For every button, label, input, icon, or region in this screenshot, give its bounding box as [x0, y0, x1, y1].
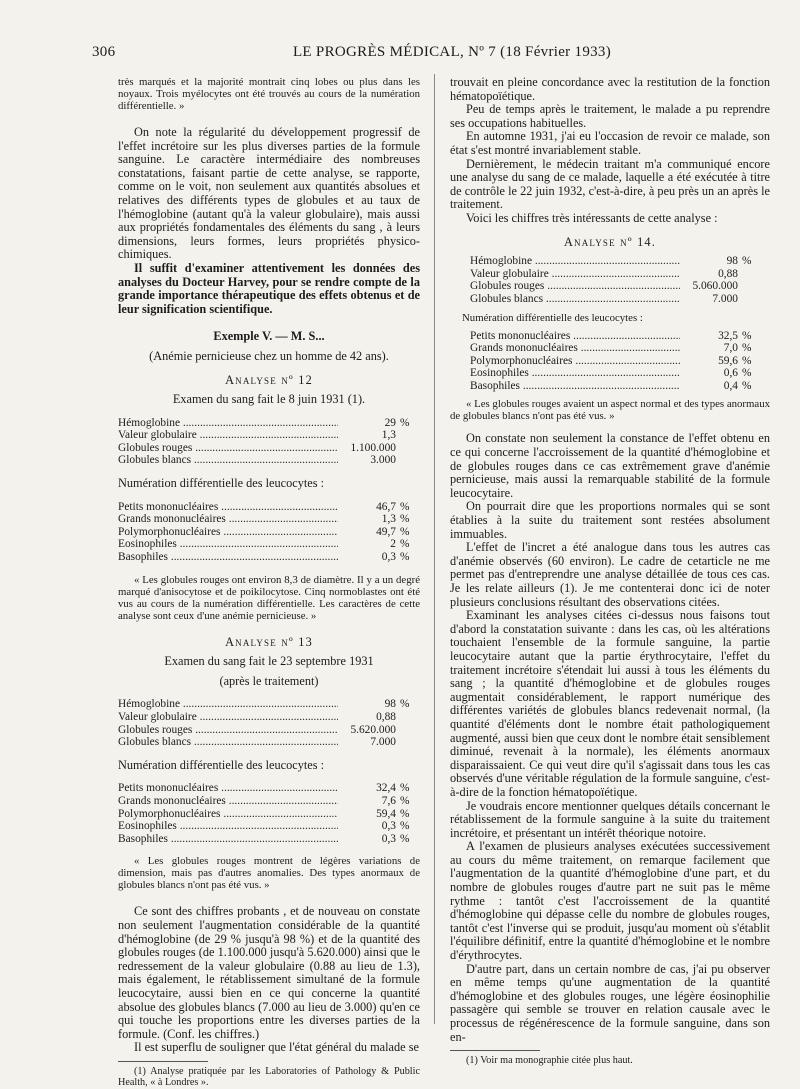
table-row: Globules rouges ..... 5.620.000: [118, 724, 420, 737]
paragraph: Voici les chiffres très intéressants de cette analyse :: [466, 210, 718, 225]
table-row: Hémoglobine ..... 98 %: [118, 698, 420, 711]
differential-title: Numération différentielle des leucocytes :: [462, 311, 643, 324]
analysis-note: « Les globules rouges avaient un aspect normal et des types anormaux de globules blancs n'ont pas été vus. »: [450, 398, 770, 423]
analysis-14-table: [470, 255, 762, 305]
table-row: Petits mononucléaires ..... 32,4 %: [118, 782, 420, 795]
table-row: Eosinophiles ..... 2 %: [118, 538, 420, 551]
footnote: (1) Analyse pratiquée par les Laboratories of Pathology & Public Health, « à Londres ».: [118, 1065, 420, 1089]
paragraph: trouvait en pleine concordance avec la restitution de la fonction hématopoïétique.: [450, 75, 770, 103]
left-column: [118, 76, 420, 1089]
running-header: [92, 44, 772, 66]
table-row: Eosinophiles ..... 0,3 %: [118, 820, 420, 833]
footnote-rule: [450, 1050, 540, 1051]
table-row: Grands mononucléaires ..... 1,3 %: [118, 513, 420, 526]
example-title: Exemple V. — M. S...: [213, 329, 325, 344]
differential-title: Numération différentielle des leucocytes :: [118, 476, 325, 491]
quote-continuation: très marqués et la majorité montrait cinq lobes ou plus dans les noyaux. Trois myélocytes ont été trouvés au cours de la numération différentielle. »: [118, 76, 420, 112]
table-row: Basophiles ..... 0,4 %: [470, 380, 762, 393]
paragraph: On note la régularité du développement progressif de l'effet incrétoire sur les plus diverses parties de la formule sanguine. Le caractère intermédiaire des nombreuses constatations, faisant partie de cette analyse, se rapporte, comme on le voit, non seulement aux quantités absolues et relatives des différents types de globules et au taux de l'hémoglobine (autant qu'à la valeur globulaire), mais aussi aux propriétés fondamentales des éléments du sang , à leurs dimensions, leurs formes, leurs propriétés physico-chimiques.: [118, 125, 420, 262]
column-divider: [434, 74, 435, 1024]
table-row: Globules blancs ..... 7.000: [470, 293, 762, 306]
paragraph: L'effet de l'incret a été analogue dans tous les autres cas d'anémie observés (60 environ). Le cadre de cetarticle ne me permet pas d'entreprendre une analyse détaillée de tous ces cas. Je les relate ailleurs (1). Je me contenterai donc ici de noter plusieurs conclusions résultant des observations citées.: [450, 540, 770, 609]
table-row: Grands mononucléaires ..... 7,0 %: [470, 342, 762, 355]
analysis-title: Analyse nº 14.: [563, 234, 657, 249]
footnote-rule: [118, 1061, 208, 1062]
table-row: Polymorphonucléaires ..... 49,7 %: [118, 526, 420, 539]
paragraph: On pourrait dire que les proportions normales qui se sont établies à la suite du traitement sont restées absolument immuables.: [450, 499, 770, 541]
paragraph: On constate non seulement la constance de l'effet obtenu en ce qui concerne l'accroissement de la quantité d'hémoglobine et de globules rouges dans ce cas extrêmement grave d'anémie pernicieuse, mais aussi la remarquable stabilité de la formule leucocytaire.: [450, 431, 770, 500]
analysis-12-differential: [118, 501, 420, 564]
table-row: Basophiles ..... 0,3 %: [118, 551, 420, 564]
analysis-subtitle-2: (après le traitement): [219, 673, 319, 688]
paragraph: Dernièrement, le médecin traitant m'a communiqué encore une analyse du sang de ce malade, laquelle a été exécutée à titre de contrôle le 22 juin 1932, c'est-à-dire, à peu près un an après le traitement.: [450, 156, 770, 212]
right-column: [450, 76, 770, 1067]
analysis-13-differential: [118, 782, 420, 845]
paragraph: Il est superflu de souligner que l'état général du malade se: [134, 1040, 419, 1055]
paragraph: Ce sont des chiffres probants , et de nouveau on constate non seulement l'augmentation considérable de la quantité d'hémoglobine (de 29 % jusqu'à 98 %) et de la quantité des globules rouges (de 1.100.000 jusqu'à 5.620.000) ainsi que le redressement de la valeur globulaire (0.88 au lieu de 1.3), mais également, le rétablissement simultané de la formule leucocytaire, aussi bien en ce qui concerne la quantité absolue des globules blancs (7.000 au lieu de 3.000) qu'en ce qui touche les proportions entre les diverses parties de la formule. (Conf. les chiffres.): [118, 904, 420, 1041]
paragraph: Examinant les analyses citées ci-dessus nous faisons tout d'abord la constatation suivante : dans les cas, où les altérations touchaient l'ensemble de la formule sanguine, la partie leucocytaire autant que la partie érythrocytaire, l'effet du traitement incrétoire s'étendait lui aussi à tous les éléments du sang ; la quantité d'hémoglobine et de globules rouges augmentait considérablement, le rapport numérique des différentes variétés de globules blancs redevenait normal, (la quantité d'éléments dont le nombre était pathologiquement augmenté, aussi bien que ceux dont le nombre était sensiblement diminué, revenait à la normale), les éléments anormaux disparaissaient. Ce qui veut dire qu'il s'agissait dans tous les cas observés d'une véritable régulation de la formule sanguine, c'est-à-dire de la fonction hématopoïétique.: [450, 608, 770, 799]
footnote: (1) Voir ma monographie citée plus haut.: [466, 1055, 633, 1067]
table-row: Globules blancs ..... 3.000: [118, 454, 420, 467]
paragraph: A l'examen de plusieurs analyses exécutées successivement au cours du même traitement, on remarque facilement que l'augmentation de la quantité d'hémoglobine d'une part, et du nombre de globules rouges d'autre part ne suit pas le même rythme : tantôt c'est l'accroissement de la quantité d'hémoglobine qui dépasse celle du nombre de globules rouges, tantôt c'est l'inverse qui se produit, jusqu'au moment où s'établit l'équilibre définitif, entre la quantité d'hémoglobine et le nombre d'érythrocytes.: [450, 839, 770, 963]
analysis-title: Analyse nº 13: [225, 634, 313, 649]
table-row: Globules blancs ..... 7.000: [118, 736, 420, 749]
paragraph: D'autre part, dans un certain nombre de cas, j'ai pu observer en même temps qu'une augmentation de la quantité d'hémoglobine et des globules rouges, une légère éosinophilie passagère qui semble se trouver en relation causale avec le processus de régénérescence de la formule sanguine, dans son en-: [450, 961, 770, 1044]
running-title: LE PROGRÈS MÉDICAL, Nº 7 (18 Février 1933): [292, 44, 612, 60]
table-row: Valeur globulaire ..... 0,88: [470, 268, 762, 281]
analysis-note: « Les globules rouges montrent de légères variations de dimension, mais pas d'autres anomalies. Des types anormaux de globules blancs n'ont pas été vus. »: [118, 855, 420, 892]
table-row: Grands mononucléaires ..... 7,6 %: [118, 795, 420, 808]
table-row: Hémoglobine ..... 29 %: [118, 417, 420, 430]
analysis-subtitle: Examen du sang fait le 8 juin 1931 (1).: [172, 392, 366, 407]
analysis-13-table: [118, 698, 420, 748]
table-row: Basophiles ..... 0,3 %: [118, 833, 420, 846]
table-row: Petits mononucléaires ..... 46,7 %: [118, 501, 420, 514]
table-row: Polymorphonucléaires ..... 59,6 %: [470, 355, 762, 368]
example-subtitle: (Anémie pernicieuse chez un homme de 42 ans).: [149, 348, 389, 363]
analysis-12-table: [118, 417, 420, 467]
analysis-subtitle: Examen du sang fait le 23 septembre 1931: [164, 654, 374, 669]
page-number: 306: [92, 44, 116, 60]
table-row: Polymorphonucléaires ..... 59,4 %: [118, 808, 420, 821]
table-row: Valeur globulaire ..... 0,88: [118, 711, 420, 724]
paragraph: En automne 1931, j'ai eu l'occasion de revoir ce malade, son état s'est montré invariablement stable.: [450, 129, 770, 157]
analysis-note: « Les globules rouges ont environ 8,3 de diamètre. Il y a un degré marqué d'anisocytose et de poikilocytose. Cinq normoblastes ont été vus au cours de la numération différentielle. Les caractères de cette analyse sont ceux d'une anémie pernicieuse. »: [118, 573, 420, 622]
table-row: Valeur globulaire ..... 1,3: [118, 429, 420, 442]
table-row: Eosinophiles ..... 0,6 %: [470, 367, 762, 380]
differential-title: Numération différentielle des leucocytes :: [118, 757, 325, 772]
paragraph: Il suffit d'examiner attentivement les données des analyses du Docteur Harvey, pour se rendre compte de la grande importance thérapeutique des effets obtenus et de leur signification scientifique.: [118, 260, 420, 316]
paragraph: Peu de temps après le traitement, le malade a pu reprendre ses occupations habituelles.: [450, 102, 770, 130]
analysis-title: Analyse nº 12: [225, 372, 313, 387]
table-row: Hémoglobine ..... 98 %: [470, 255, 762, 268]
paragraph: Je voudrais encore mentionner quelques détails concernant le rétablissement de la formule sanguine à la suite du traitement incrétoire, et présentant un intérêt théorique notoire.: [450, 798, 770, 840]
table-row: Globules rouges ..... 1.100.000: [118, 442, 420, 455]
table-row: Petits mononucléaires ..... 32,5 %: [470, 330, 762, 343]
analysis-14-differential: [470, 330, 762, 393]
table-row: Globules rouges ..... 5.060.000: [470, 280, 762, 293]
